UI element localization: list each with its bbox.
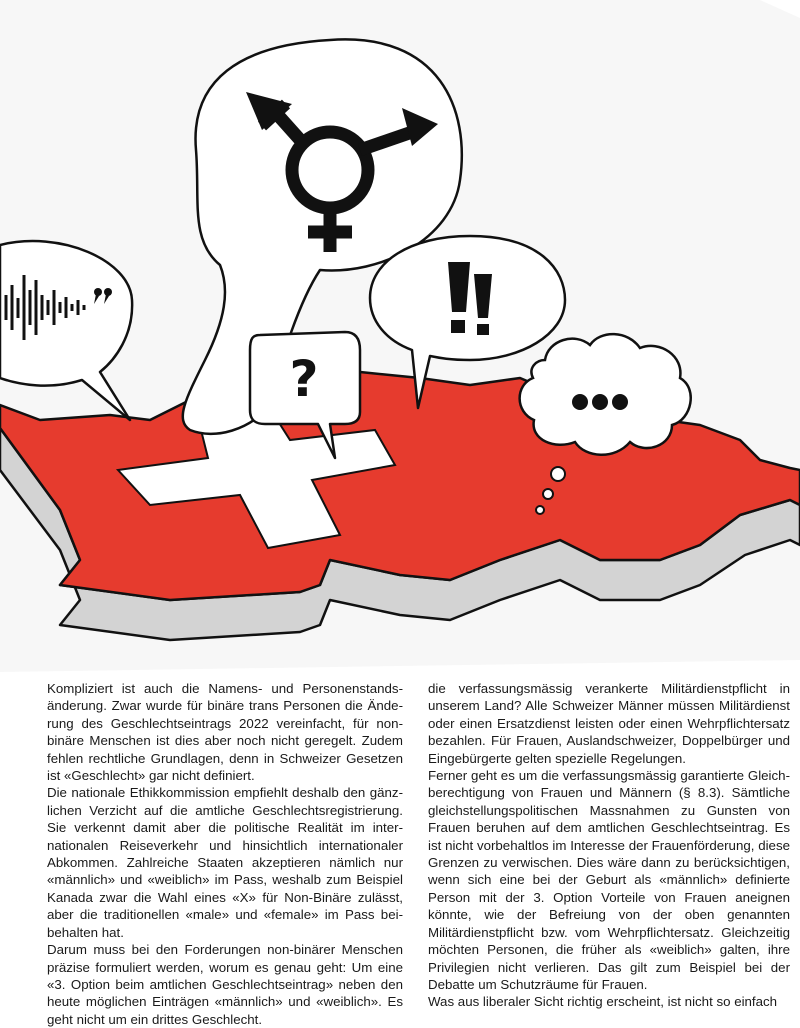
paragraph: die verfassungsmässig verankerte Militärdienstpflicht in unserem Land? Alle Schweizer Männer müssen Militärdienst oder einen Ersatzdienst leisten oder einen Wehrpflichtersatz bezahlen. Für Frauen, Auslandschweizer, Doppelbürger und Eingebürgerte gelten spezielle Regelungen. bbox=[428, 681, 790, 766]
thought-dot-large bbox=[551, 467, 565, 481]
paragraph: Ferner geht es um die verfassungsmässig garantierte Gleichberechtigung von Frauen und Männern (§ 8.3). Sämtliche gleichstellungspolitischen Massnahmen zu Gunsten von Frauen beruhen auf dem amtlichen Geschlechtseintrag. Es ist nicht vorbehaltlos im Interesse der Frauenförderung, diese Grenzen zu verwischen. Dies wäre dann zu berücksichtigen, wenn sich eine bei der Geburt als «männlich» definierte Person mit der 3. Option Vorteile von Frauen aneignen könnte, wie der Befreiung von der oben genannten Militärdienstpflicht bzw. vom Wehrpflichtersatz. Gleichzeitig möchten Personen, die früher als «weiblich» galten, ihre Privilegien nicht verlieren. Das gilt zum Beispiel bei der Debatte um Schutzräume für Frauen. bbox=[428, 768, 790, 992]
paragraph: Kompliziert ist auch die Namens- und Personenstandsänderung. Zwar wurde für binäre trans Personen die Änderung des Geschlechtseintrags 2022 vereinfacht, für nonbinäre Menschen ist dies aber noch nicht geregelt. Zudem fehlen rechtliche Grundlagen, denn in Schweizer Gesetzen ist «Geschlecht» gar nicht definiert. bbox=[47, 681, 403, 784]
paragraph: Darum muss bei den Forderungen non-binärer Menschen präzise formuliert werden, worum es genau geht: Um eine «3. Option beim amtlichen Geschlechtseintrag» neben den heute möglichen Einträgen «männlich» und «weiblich». Es geht nicht um ein drittes Geschlecht. bbox=[47, 942, 403, 1027]
article-column-left bbox=[47, 680, 403, 1028]
question-mark-icon: ? bbox=[289, 350, 319, 408]
paragraph: Die nationale Ethikkommission empfiehlt deshalb den gänzlichen Verzicht auf die amtliche Geschlechtsregistrierung. Sie verkennt damit aber die politische Realität im internationalen Reiseverkehr und hinsichtlich internationaler Abkommen. Zahlreiche Staaten akzeptieren nämlich nur «männlich» und «weiblich» im Pass, weshalb zum Beispiel Kanada zwar die Wahl eines «X» für Non-Binäre zulässt, aber die traditionellen «male» und «female» im Pass beibehalten hat. bbox=[47, 785, 403, 940]
thought-dot-medium bbox=[543, 489, 553, 499]
paragraph: Was aus liberaler Sicht richtig erscheint, ist nicht so einfach bbox=[428, 994, 778, 1010]
ellipsis-icon bbox=[572, 394, 628, 410]
article-column-right bbox=[428, 680, 790, 1011]
thought-dot-small bbox=[536, 506, 544, 514]
